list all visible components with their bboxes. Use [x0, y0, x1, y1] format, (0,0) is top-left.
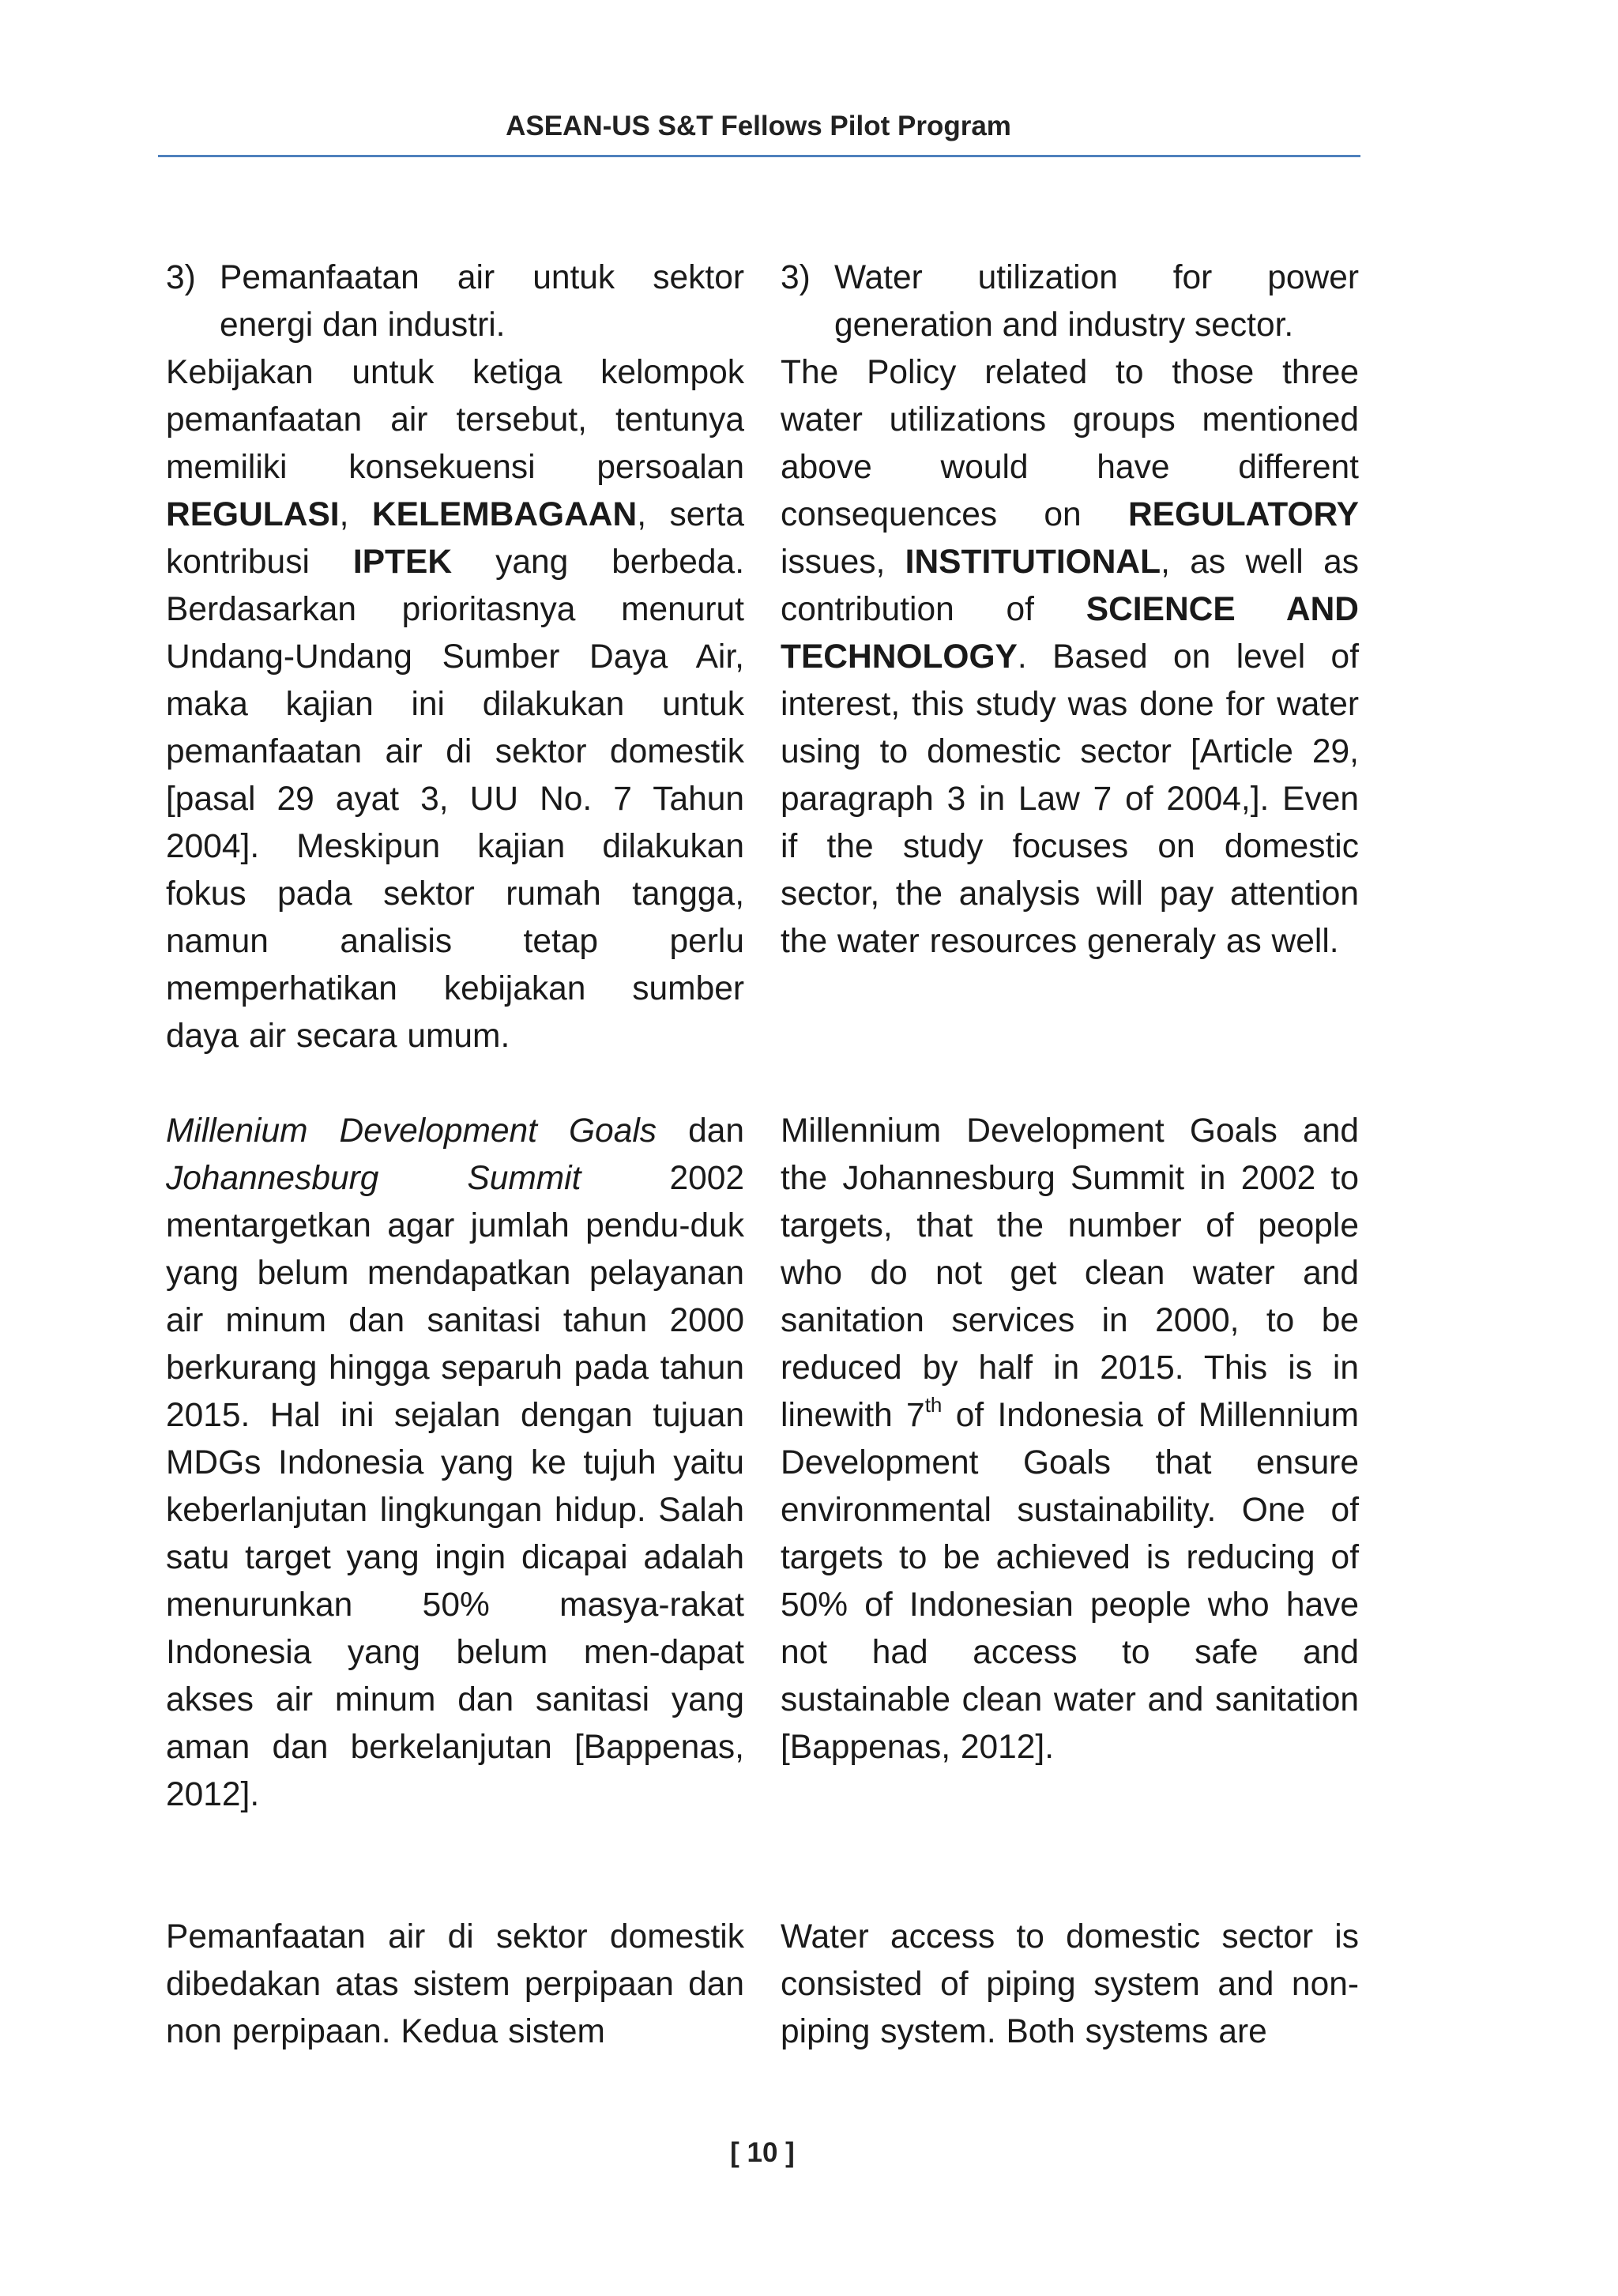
paragraph-domestic-en	[781, 1914, 1359, 2056]
paragraph-domestic-id	[166, 1914, 744, 2056]
bold-term: REGULATORY	[1127, 496, 1359, 533]
text-run: . Based on level of interest, this study was done for water using to domestic sector [Article 29, paragraph 3 in Law 7 of 2004,]. Even if the study focuses on domestic sector, the analysis will pay attention the water resources generaly as well.	[781, 638, 1359, 960]
list-item-3-id	[166, 254, 744, 349]
text-run: issues,	[781, 544, 905, 581]
italic-term: Johannesburg Summit	[166, 1160, 581, 1197]
bold-term: REGULASI	[166, 496, 340, 533]
bold-term: SCIENCE AND TECHNOLOGY	[781, 591, 1359, 676]
superscript: th	[924, 1393, 943, 1417]
bold-term: IPTEK	[352, 544, 453, 581]
text-run: Water access to domestic sector is consisted of piping system and non-piping system. Both systems are	[781, 1918, 1359, 2050]
bold-term: KELEMBAGAAN	[371, 496, 638, 533]
paragraph-mdg-id	[166, 1108, 744, 1819]
text-run: Millennium Development Goals and the Johannesburg Summit in 2002 to targets, that the number of people who do not get clean water and sanitation services in 2000, to be reduced by half in 2015. This is in linewith 7	[781, 1112, 1359, 1434]
text-run: 2002 mentargetkan agar jumlah pendu-duk yang belum mendapatkan pelayanan air minum dan sanitasi tahun 2000 berkurang hingga separuh pada tahun 2015. Hal ini sejalan dengan tujuan MDGs Indonesia yang ke tujuh yaitu keberlanjutan lingkungan hidup. Salah satu target yang ingin dicapai adalah menurunkan 50% masya-rakat Indonesia yang belum men-dapat akses air minum dan sanitasi yang aman dan berkelanjutan [Bappenas, 2012].	[166, 1160, 744, 1813]
text-run: , as well as contribution of	[781, 544, 1359, 628]
bold-term: INSTITUTIONAL	[905, 544, 1161, 581]
italic-term: Millenium Development Goals	[166, 1112, 657, 1150]
paragraph-policy-en	[781, 349, 1359, 965]
list-item-3-en	[781, 254, 1359, 349]
text-run: Kebijakan untuk ketiga kelompok pemanfaatan air tersebut, tentunya memiliki konsekuensi persoalan	[166, 354, 744, 486]
list-number: 3)	[166, 259, 196, 296]
text-run: The Policy related to those three water utilizations groups mentioned above would have different consequences on	[781, 354, 1359, 533]
paragraph-mdg-en	[781, 1108, 1359, 1771]
text-run: Pemanfaatan air di sektor domestik dibedakan atas sistem perpipaan dan non perpipaan. Kedua sistem	[166, 1918, 744, 2050]
paragraph-policy-id	[166, 349, 744, 1060]
list-text: Pemanfaatan air untuk sektor energi dan industri.	[220, 259, 744, 344]
text-run: of Indonesia of Millennium Development Goals that ensure environmental sustainability. One of targets to be achieved is reducing of 50% of Indonesian people who have not had access to safe and sustainable clean water and sanitation [Bappenas, 2012].	[781, 1397, 1359, 1766]
page-number: [ 10 ]	[730, 2137, 795, 2168]
text-run: , serta kontribusi	[166, 496, 744, 581]
list-text: Water utilization for power generation and industry sector.	[834, 259, 1359, 344]
list-number: 3)	[781, 259, 811, 296]
running-header: ASEAN-US S&T Fellows Pilot Program	[506, 111, 1011, 141]
text-run: dan	[657, 1112, 744, 1150]
text-run: yang berbeda. Berdasarkan prioritasnya menurut Undang-Undang Sumber Daya Air, maka kajian ini dilakukan untuk pemanfaatan air di sektor domestik [pasal 29 ayat 3, UU No. 7 Tahun 2004]. Meskipun kajian dilakukan fokus pada sektor rumah tangga, namun analisis tetap perlu memperhatikan kebijakan sumber daya air secara umum.	[166, 544, 745, 1055]
text-run: ,	[339, 496, 372, 533]
header-rule	[158, 155, 1360, 157]
